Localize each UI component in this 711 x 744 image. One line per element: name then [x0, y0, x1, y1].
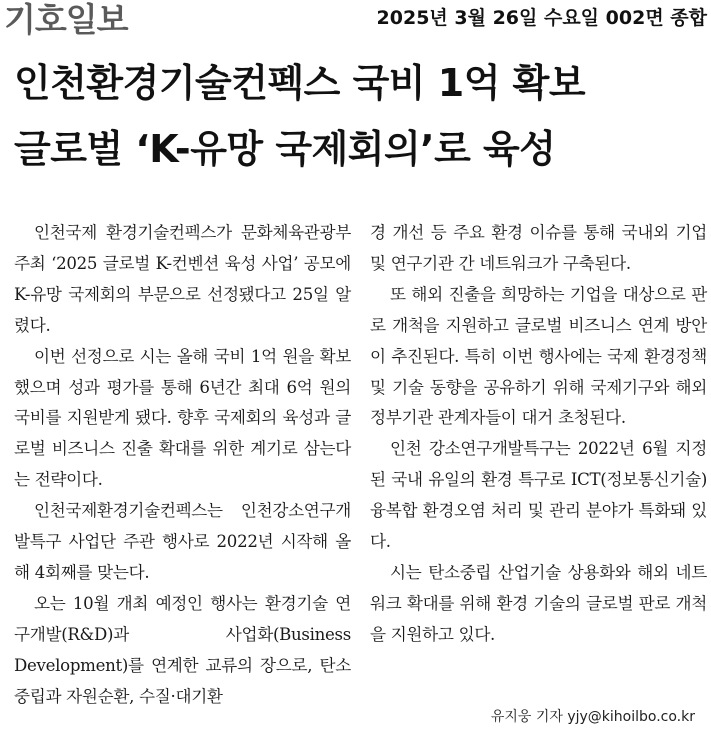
article-paragraph: 인천국제 환경기술컨펙스가 문화체육관광부 주최 ‘2025 글로벌 K-컨벤션 육성 사업’ 공모에 K-유망 국제회의 부문으로 선정됐다고 25일 알렸다.: [14, 223, 351, 335]
reporter-byline: 유지웅 기자 yjy@kihoilbo.co.kr: [490, 709, 695, 725]
article-column-right: [370, 218, 707, 651]
masthead: [4, 0, 707, 40]
article-column-left: [14, 218, 351, 713]
article-paragraph: 인천 강소연구개발특구는 2022년 6월 지정된 국내 유일의 환경 특구로 ICT(정보통신기술) 융복합 환경오염 처리 및 관리 분야가 특화돼 있다.: [370, 439, 707, 552]
newspaper-logo: 기호일보: [4, 0, 128, 39]
headline-line-1: 인천환경기술컨펙스 국비 1억 확보: [14, 61, 586, 105]
article-paragraph: 또 해외 진출을 희망하는 기업을 대상으로 판로 개척을 지원하고 글로벌 비즈니스 연계 방안이 추진된다. 특히 이번 행사에는 국제 환경정책 및 기술 동향을 공유하기 위해 국제기구와 해외 정부기관 관계자들이 대거 초청된다.: [370, 284, 707, 428]
dateline: 2025년 3월 26일 수요일 002면 종합: [376, 7, 707, 29]
article-paragraph: 시는 탄소중립 산업기술 상용화와 해외 네트워크 확대를 위해 환경 기술의 글로벌 판로 개척을 지원하고 있다.: [370, 562, 707, 644]
article-paragraph: 오는 10월 개최 예정인 행사는 환경기술 연구개발(R&D)과 사업화(Business Development)를 연계한 교류의 장으로, 탄소중립과 자원순환, 수질·대기환: [14, 593, 351, 706]
article-paragraph-continued: 경 개선 등 주요 환경 이슈를 통해 국내외 기업 및 연구기관 간 네트워크가 구축된다.: [370, 223, 707, 273]
article-paragraph: 이번 선정으로 시는 올해 국비 1억 원을 확보했으며 성과 평가를 통해 6년간 최대 6억 원의 국비를 지원받게 됐다. 향후 국제회의 육성과 글로벌 비즈니스 진출 확대를 위한 계기로 삼는다는 전략이다.: [14, 346, 351, 490]
article-paragraph: 인천국제환경기술컨펙스는 인천강소연구개발특구 사업단 주관 행사로 2022년 시작해 올해 4회째를 맞는다.: [14, 501, 351, 582]
headline-line-2: 글로벌 ‘K-유망 국제회의’로 육성: [14, 127, 556, 171]
